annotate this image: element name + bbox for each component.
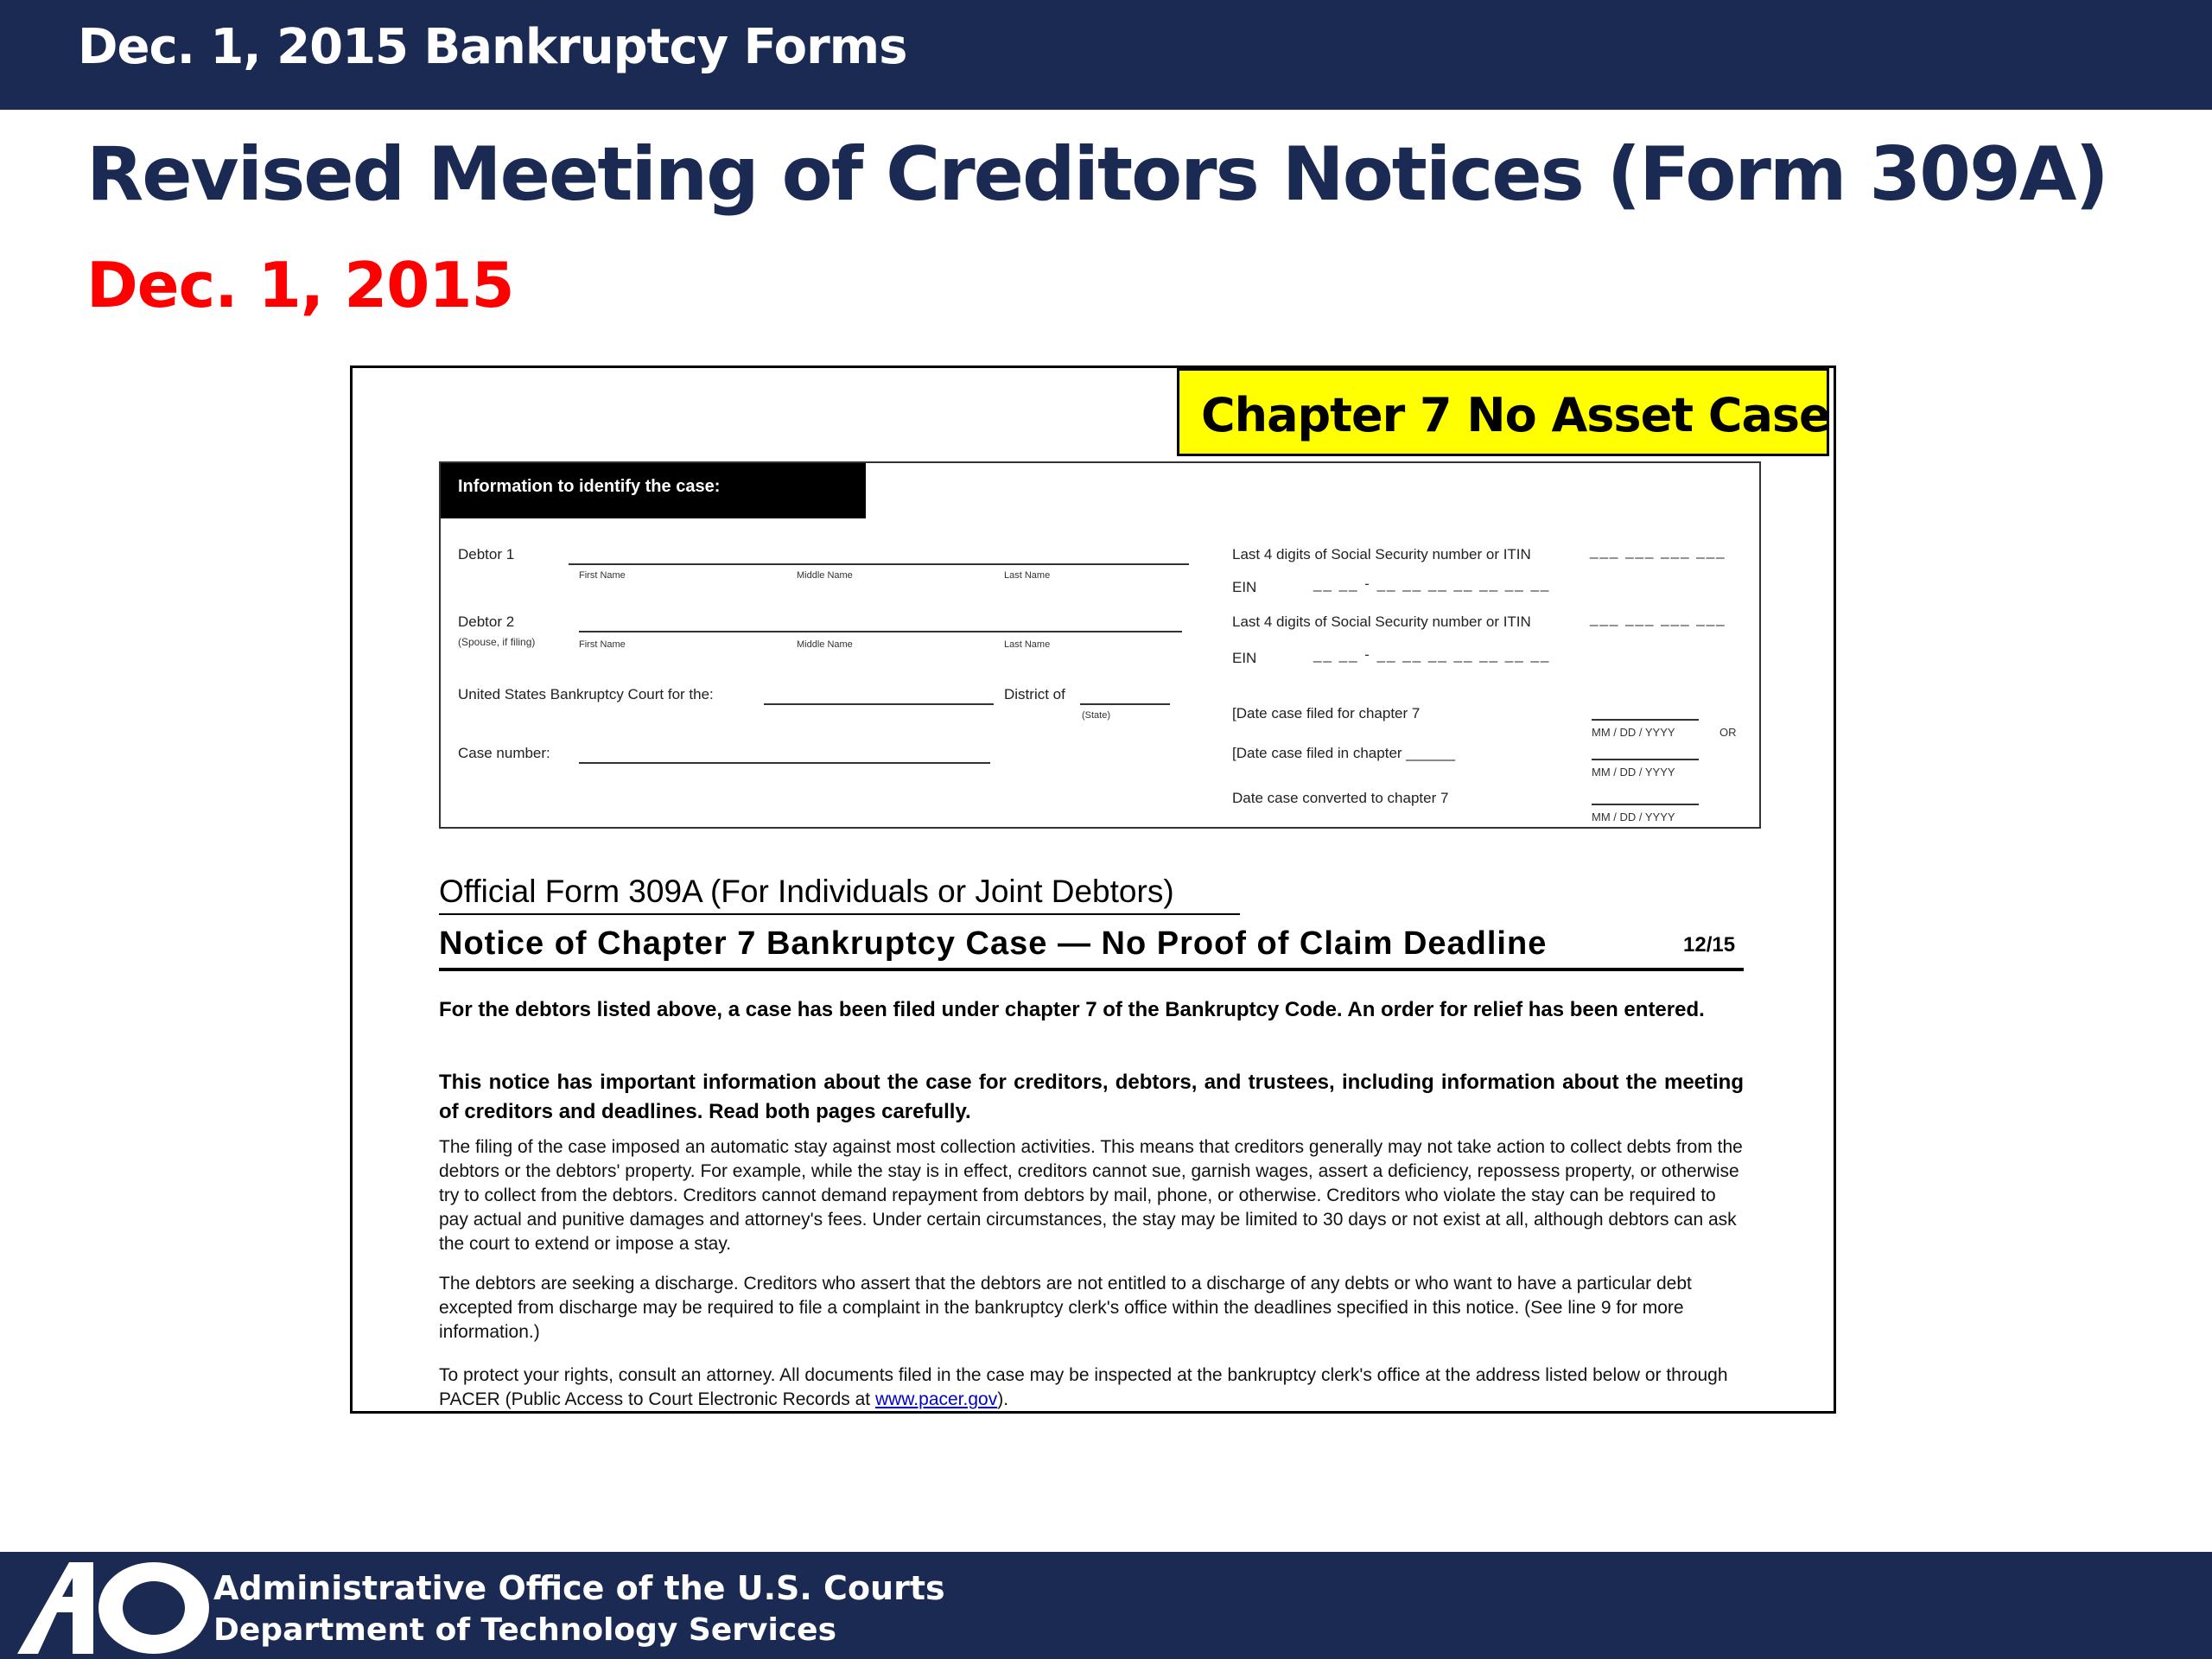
debtor1-line — [569, 563, 1189, 565]
form-excerpt-image — [350, 365, 1836, 1414]
case-info-header — [441, 463, 866, 518]
paragraph-important-info: This notice has important information about the case for creditors, debtors, and trustees, including information about the meeting of creditors and deadlines. Read both pages carefully. — [439, 1071, 1744, 1123]
debtor2-ssn-blanks: ___ ___ ___ ___ — [1590, 610, 1726, 626]
debtor2-ssn-label: Last 4 digits of Social Security number or ITIN — [1232, 613, 1531, 630]
case-number-label: Case number: — [458, 745, 550, 761]
date-filed-chapter-format: MM / DD / YYYY — [1592, 766, 1675, 779]
protect-rights-text: To protect your rights, consult an attorney. All documents filed in the case may be inspected at the bankruptcy clerk's office at the address listed below or through PACER (Public Access to Court Electronic Records at — [439, 1365, 1728, 1409]
or-label: OR — [1719, 726, 1737, 739]
date-converted-line — [1592, 804, 1699, 805]
court-line — [764, 703, 994, 705]
form-id-underline — [439, 913, 1240, 915]
case-info-box — [439, 461, 1761, 829]
footer-banner — [0, 1552, 2212, 1659]
debtor1-ein-blanks: __ __ - __ __ __ __ __ __ __ — [1313, 575, 1551, 592]
date-filed-chapter-line — [1592, 759, 1699, 760]
ao-logo — [17, 1560, 212, 1656]
debtor1-ssn-label: Last 4 digits of Social Security number or ITIN — [1232, 546, 1531, 563]
debtor1-label: Debtor 1 — [458, 546, 515, 563]
debtor2-ein-blanks: __ __ - __ __ __ __ __ __ __ — [1313, 646, 1551, 663]
protect-rights-suffix: ). — [997, 1389, 1009, 1409]
case-info-header-text: Information to identify the case: — [458, 477, 721, 496]
date-filed-ch7-line — [1592, 719, 1699, 721]
slide-title: Revised Meeting of Creditors Notices (Form 309A) — [86, 131, 2107, 218]
chapter-callout-text: Chapter 7 No Asset Case — [1201, 388, 1830, 442]
top-banner — [0, 0, 2212, 110]
district-label: District of — [1004, 686, 1065, 702]
debtor1-ein-label: EIN — [1232, 579, 1257, 595]
notice-title-rule — [439, 968, 1744, 971]
debtor1-first-name-caption: First Name — [579, 570, 626, 581]
org-department: Department of Technology Services — [213, 1612, 837, 1648]
date-filed-chapter-label: [Date case filed in chapter ______ — [1232, 745, 1456, 761]
debtor2-ein-label: EIN — [1232, 650, 1257, 666]
ao-logo-text: AO — [17, 1560, 19, 1561]
debtor1-middle-name-caption: Middle Name — [797, 570, 853, 581]
slide-date: Dec. 1, 2015 — [86, 249, 514, 321]
date-filed-ch7-label: [Date case filed for chapter 7 — [1232, 705, 1421, 721]
date-converted-format: MM / DD / YYYY — [1592, 810, 1675, 823]
notice-revision-date: 12/15 — [1683, 933, 1736, 957]
debtor1-last-name-caption: Last Name — [1004, 570, 1051, 581]
banner-title: Dec. 1, 2015 Bankruptcy Forms — [78, 19, 907, 75]
case-number-line — [579, 762, 990, 764]
paragraph-automatic-stay: The filing of the case imposed an automatic stay against most collection activities. This means that creditors generally may not take action to collect debts from the debtors or the debtors' property. For example, while the stay is in effect, creditors cannot sue, garnish wages, assert a deficiency, repossess property, or otherwise try to collect from the debtors. Creditors cannot demand repayment from debtors by mail, phone, or otherwise. Creditors who violate the stay can be required to pay actual and punitive damages and attorney's fees. Under certain circumstances, the stay may be limited to 30 days or not exist at all, although debtors can ask the court to extend or impose a stay. — [439, 1137, 1743, 1254]
debtor2-first-name-caption: First Name — [579, 639, 626, 650]
paragraph-protect-rights — [439, 1363, 1744, 1412]
debtor2-middle-name-caption: Middle Name — [797, 639, 853, 650]
date-converted-label: Date case converted to chapter 7 — [1232, 790, 1449, 806]
court-label: United States Bankruptcy Court for the: — [458, 686, 714, 702]
pacer-link[interactable]: www.pacer.gov — [874, 1389, 998, 1409]
district-line — [1080, 703, 1170, 705]
org-name: Administrative Office of the U.S. Courts — [213, 1569, 945, 1607]
state-caption: (State) — [1082, 710, 1111, 721]
paragraph-case-filed: For the debtors listed above, a case has been filed under chapter 7 of the Bankruptcy Code. An order for relief has been entered. — [439, 998, 1705, 1021]
debtor2-label: Debtor 2 — [458, 613, 515, 630]
debtor2-last-name-caption: Last Name — [1004, 639, 1051, 650]
official-form-id: Official Form 309A (For Individuals or Joint Debtors) — [439, 874, 1174, 909]
debtor2-line — [579, 631, 1182, 632]
paragraph-discharge: The debtors are seeking a discharge. Creditors who assert that the debtors are not entitled to a discharge of any debts or who want to have a particular debt excepted from discharge may be required to file a complaint in the bankruptcy clerk's office within the deadlines specified in this notice. (See line 9 for more information.) — [439, 1274, 1692, 1342]
date-filed-ch7-format: MM / DD / YYYY — [1592, 726, 1675, 739]
spouse-caption: (Spouse, if filing) — [458, 636, 536, 648]
debtor1-ssn-blanks: ___ ___ ___ ___ — [1590, 543, 1726, 559]
chapter-callout — [1177, 368, 1829, 456]
notice-title: Notice of Chapter 7 Bankruptcy Case — No Proof of Claim Deadline — [439, 925, 1548, 962]
